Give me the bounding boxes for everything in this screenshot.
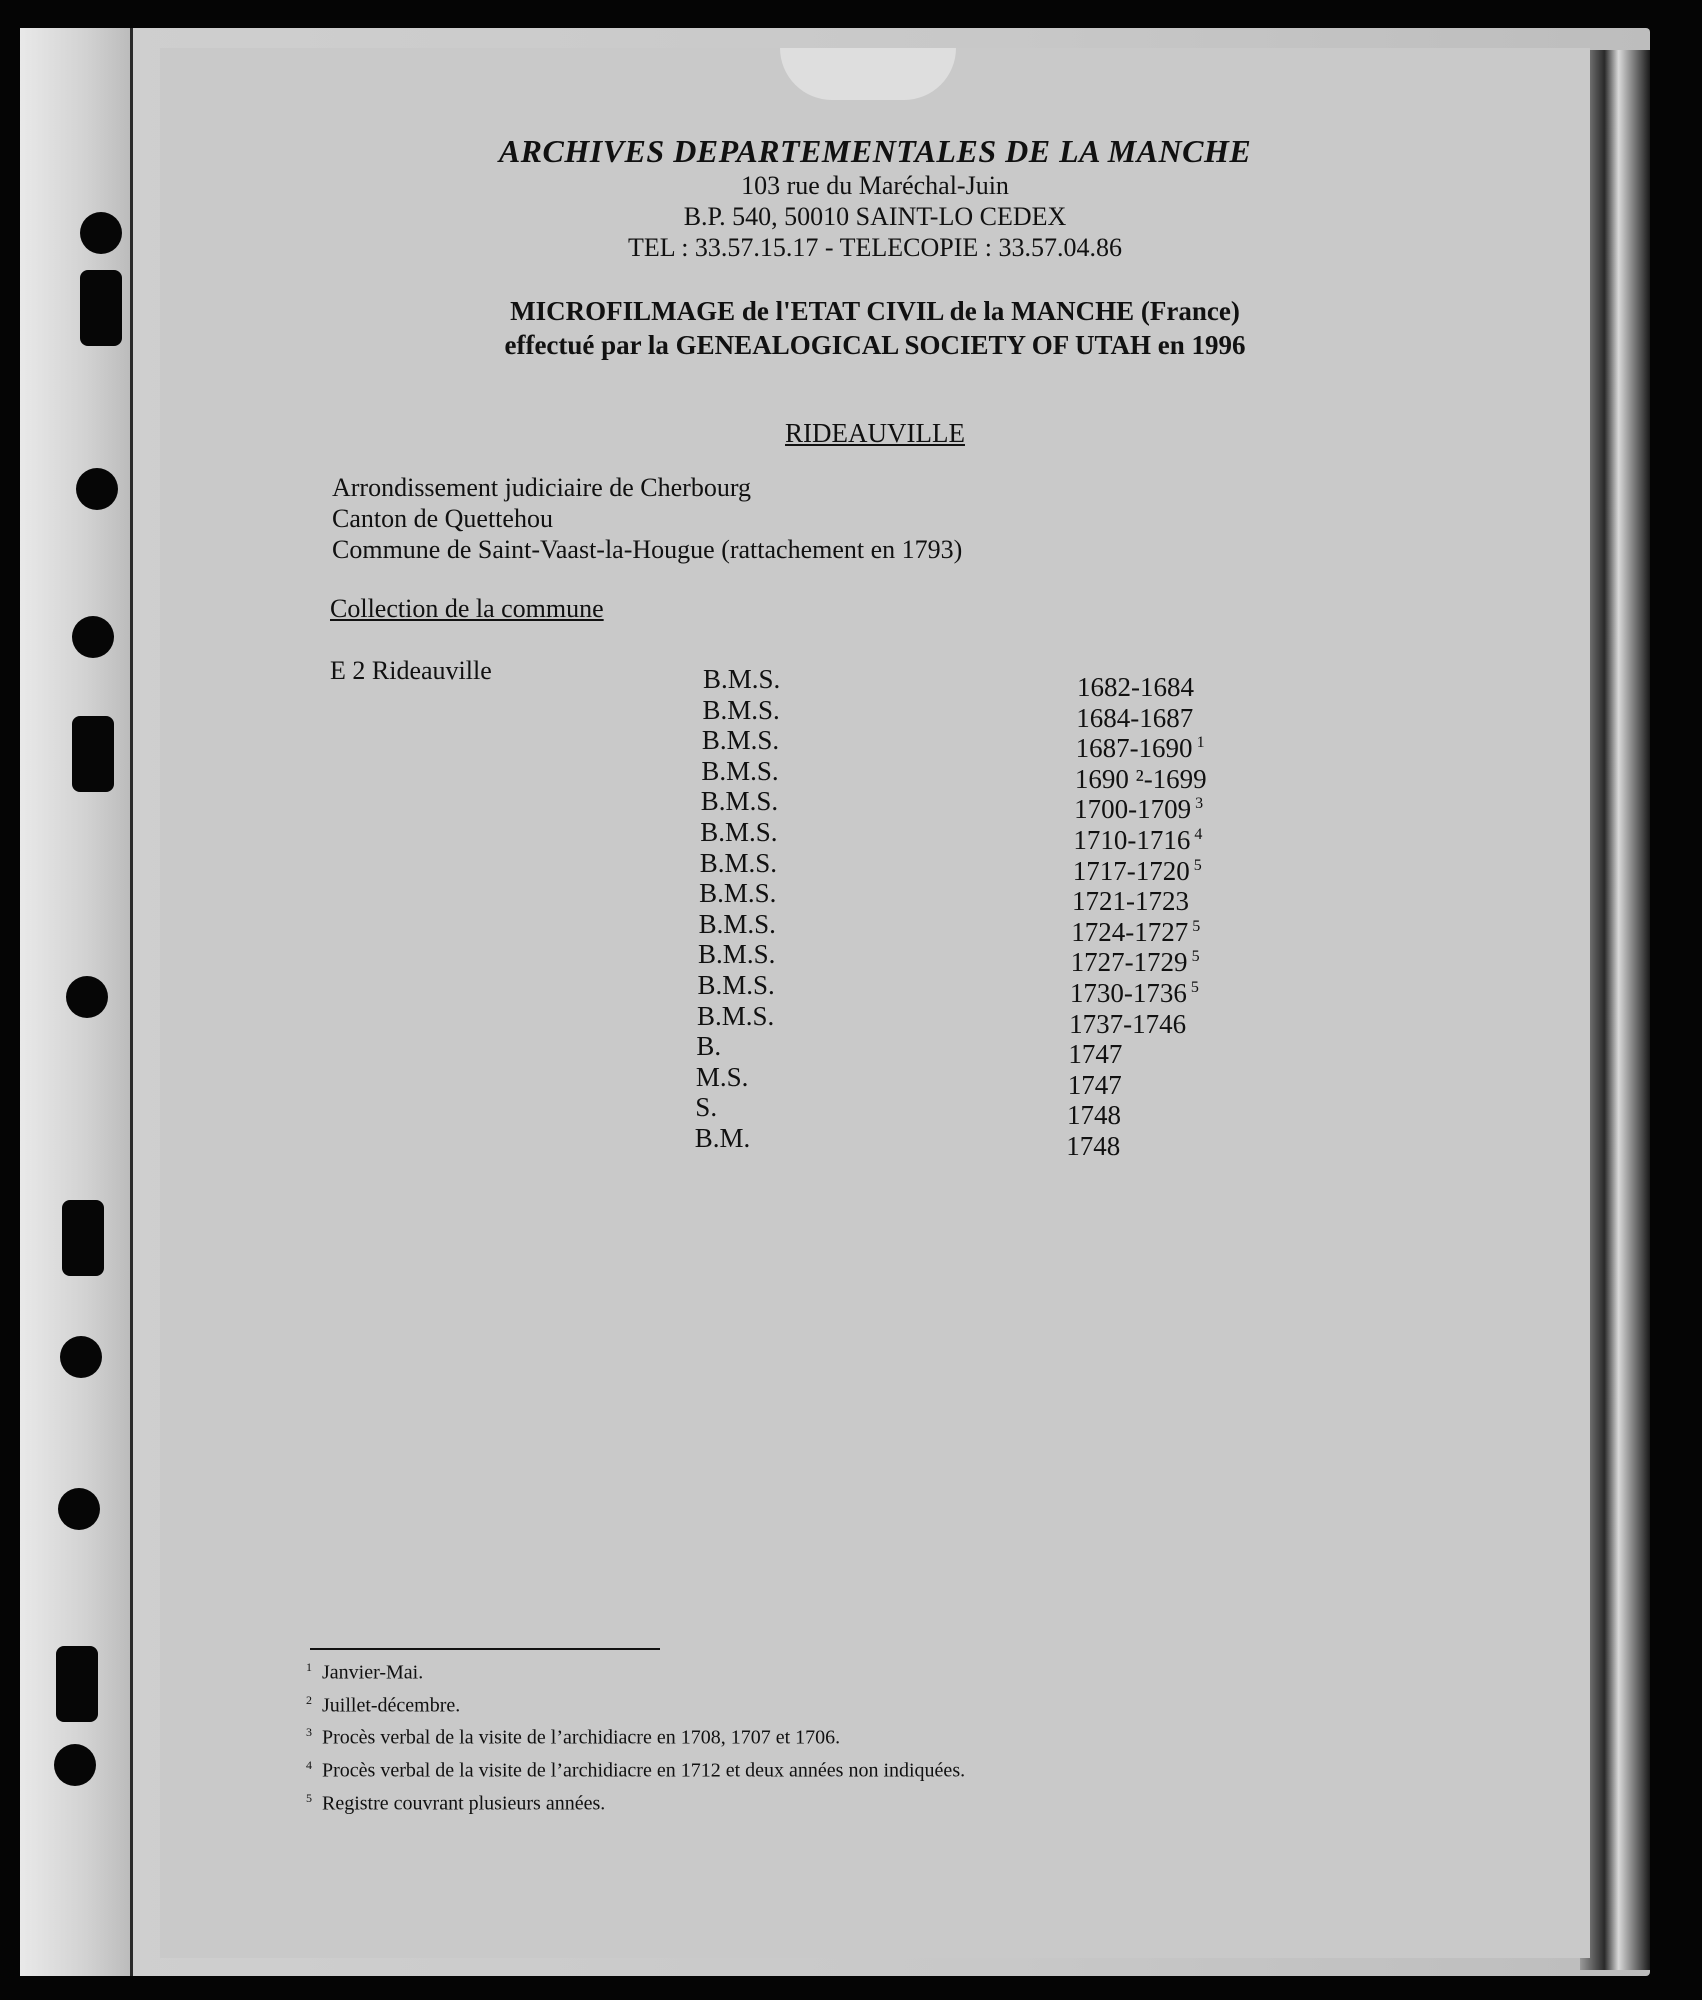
punch-slot [56,1646,98,1722]
place-title: RIDEAUVILLE [785,418,965,448]
administrative-info [332,472,962,565]
footnote-number: 2 [306,1692,312,1707]
footnote [306,1687,965,1720]
letterhead [160,132,1590,263]
punch-slot [72,716,114,792]
punch-hole [72,616,114,658]
footnote-number: 5 [306,1790,312,1805]
footnote-number: 4 [306,1757,312,1772]
register-date: 1747 [1067,1069,1122,1100]
register-date: 1717-1720 $^5$ [1072,855,1202,886]
register-date: 1748 [1066,1131,1121,1161]
canton: Canton de Quettehou [332,504,553,533]
footnote-ref: 4 [1190,826,1203,843]
register-date: 1721-1723 [1071,886,1189,917]
register-type: B.M.S. [700,786,779,817]
footnote [306,1785,965,1818]
archive-title: ARCHIVES DEPARTEMENTALES DE LA MANCHE [498,133,1252,169]
register-date: 1747 [1068,1039,1123,1070]
register-type: S. [695,1092,718,1123]
footnote [306,1654,965,1687]
register-type: B.M.S. [698,939,776,970]
register-date: 1730-1736 $^5$ [1069,978,1199,1008]
register-type: B.M.S. [698,908,776,939]
punch-hole [54,1744,96,1786]
register-date: 1700-1709 $^3$ [1074,794,1204,825]
archive-reference: E 2 Rideauville [330,656,492,685]
footnotes [306,1654,965,1817]
address-line-1: 103 rue du Maréchal-Juin [741,171,1009,200]
register-type: B.M.S. [699,847,777,878]
register-date: 1724-1727 $^5$ [1071,916,1201,947]
footnote [306,1752,965,1785]
register-type: B.M.S. [701,755,779,786]
punch-slot [80,270,122,346]
punch-hole [66,976,108,1018]
punch-slot [62,1200,104,1276]
footnote-text: Juillet-décembre. [322,1694,461,1717]
footnote-ref: 5 [1189,856,1202,874]
address-line-2: B.P. 540, 50010 SAINT-LO CEDEX [683,202,1067,231]
footnote-text: Registre couvrant plusieurs années. [322,1792,606,1815]
microfilm-heading [160,294,1590,362]
footnote-ref: 3 [1191,795,1204,813]
footnote [306,1719,965,1752]
register-date: 1687-1690 $^1$ [1075,733,1205,764]
punch-hole [76,468,118,510]
register-date: 1737-1746 [1069,1008,1187,1039]
register-type: B.M.S. [700,817,778,847]
punch-hole [60,1336,102,1378]
phone-line: TEL : 33.57.15.17 - TELECOPIE : 33.57.04.86 [628,233,1122,262]
microfilm-line-1: MICROFILMAGE de l'ETAT CIVIL de la MANCHE (France) [510,296,1240,326]
register-date: 1684-1687 [1076,702,1194,733]
arrondissement: Arrondissement judiciaire de Cherbourg [332,473,752,502]
sleeve-right-edge [1580,50,1650,1970]
sleeve-notch [780,48,956,100]
footnote-number: 3 [306,1725,312,1740]
register-type: B.M.S. [696,1000,775,1031]
footnote-text: Procès verbal de la visite de l’archidiacre en 1712 et deux années non indiquées. [322,1759,966,1782]
register-type: B.M. [694,1123,751,1153]
register-type: B. [696,1031,722,1062]
footnote-ref: 5 [1188,917,1201,935]
footnote-text: Procès verbal de la visite de l’archidiacre en 1708, 1707 et 1706. [322,1726,841,1749]
register-date: 1682-1684 [1077,672,1194,702]
register-date: 1748 [1066,1100,1121,1131]
register-type: M.S. [695,1061,749,1092]
register-date: 1727-1729 $^5$ [1070,947,1200,978]
commune: Commune de Saint-Vaast-la-Hougue (rattachement en 1793) [332,535,963,564]
footnote-rule [310,1648,660,1650]
register-type: B.M.S. [701,725,780,756]
footnote-text: Janvier-Mai. [322,1661,424,1684]
footnote-ref: 5 [1187,948,1200,966]
microfilm-line-2: effectué par la GENEALOGICAL SOCIETY OF UTAH en 1996 [504,330,1246,360]
register-type: B.M.S. [699,878,777,909]
punch-hole [80,212,122,254]
register-date: 1710-1716 $^4$ [1073,825,1203,855]
collection-heading: Collection de la commune [330,594,604,623]
footnote-number: 1 [306,1660,312,1674]
register-date: 1690 ²-1699 [1074,763,1207,794]
punch-hole [58,1488,100,1530]
register-type: B.M.S. [703,664,781,694]
footnote-ref: 5 [1186,979,1199,996]
register-type: B.M.S. [697,970,775,1000]
footnote-ref: 1 [1192,734,1205,752]
register-type: B.M.S. [702,694,780,725]
